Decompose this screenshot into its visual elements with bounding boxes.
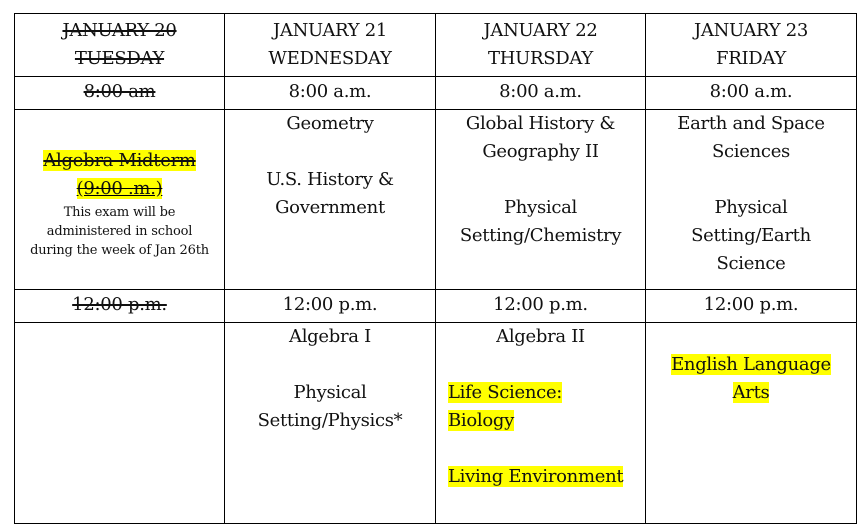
time-label: 12:00 p.m. <box>703 294 799 315</box>
time-wednesday-pm <box>225 290 436 323</box>
date-label: JANUARY 20 <box>62 20 177 41</box>
morning-time-row <box>15 77 857 110</box>
day-label: FRIDAY <box>716 48 786 69</box>
day-label: THURSDAY <box>488 48 593 69</box>
time-tuesday-pm <box>15 290 225 323</box>
exam-name: Physical <box>293 382 367 403</box>
time-label: 12:00 p.m. <box>72 294 167 315</box>
exam-name-highlighted: Arts <box>732 382 770 403</box>
time-label: 8:00 a.m. <box>499 81 582 102</box>
afternoon-exams-row <box>15 323 857 524</box>
exam-name: Geography II <box>482 141 599 162</box>
time-friday-pm <box>646 290 857 323</box>
exam-cell-friday-am <box>646 110 857 290</box>
exam-name: Algebra II <box>496 326 585 347</box>
exam-name: Science <box>716 253 786 274</box>
exam-name-highlighted: English Language <box>671 354 831 375</box>
exam-schedule-table <box>14 13 857 524</box>
exam-cell-wednesday-am <box>225 110 436 290</box>
header-friday <box>646 14 857 77</box>
time-label: 12:00 p.m. <box>282 294 378 315</box>
exam-name-highlighted: Life Science: <box>448 382 563 403</box>
exam-name-highlighted: Biology <box>448 410 515 431</box>
date-label: JANUARY 22 <box>483 20 598 41</box>
exam-cell-thursday-am <box>436 110 646 290</box>
exam-name: Geometry <box>286 113 374 134</box>
exam-name-highlighted: Living Environment <box>448 466 624 487</box>
exam-name: Government <box>275 197 385 218</box>
exam-time: (9:00 .m.) <box>76 178 163 199</box>
exam-cell-thursday-pm <box>436 323 646 524</box>
time-thursday-am <box>436 77 646 110</box>
exam-name: Setting/Physics* <box>257 410 403 431</box>
exam-title: Algebra Midterm <box>43 150 196 171</box>
exam-note-line: during the week of Jan 26th <box>30 243 209 258</box>
exam-cell-tuesday-pm <box>15 323 225 524</box>
exam-name: Physical <box>503 197 578 218</box>
exam-cell-tuesday-am <box>15 110 225 290</box>
header-tuesday <box>15 14 225 77</box>
time-tuesday-am <box>15 77 225 110</box>
time-label: 8:00 am <box>83 81 156 102</box>
exam-name: Setting/Earth <box>691 225 811 246</box>
exam-cell-friday-pm <box>646 323 857 524</box>
day-label: WEDNESDAY <box>268 48 392 69</box>
afternoon-time-row <box>15 290 857 323</box>
time-label: 8:00 a.m. <box>709 81 793 102</box>
exam-name: Setting/Chemistry <box>459 225 622 246</box>
header-thursday <box>436 14 646 77</box>
exam-cell-wednesday-pm <box>225 323 436 524</box>
exam-name: Earth and Space <box>677 113 825 134</box>
time-label: 8:00 a.m. <box>288 81 372 102</box>
header-wednesday <box>225 14 436 77</box>
exam-name: Algebra I <box>289 326 371 347</box>
date-label: JANUARY 23 <box>693 20 809 41</box>
header-row <box>15 14 857 77</box>
day-label: TUESDAY <box>74 48 165 69</box>
time-friday-am <box>646 77 857 110</box>
exam-name: Global History & <box>465 113 616 134</box>
time-thursday-pm <box>436 290 646 323</box>
exam-note-line: This exam will be <box>63 205 176 220</box>
exam-name: U.S. History & <box>266 169 394 190</box>
time-label: 12:00 p.m. <box>493 294 588 315</box>
time-wednesday-am <box>225 77 436 110</box>
exam-note-line: administered in school <box>46 224 193 239</box>
morning-exams-row <box>15 110 857 290</box>
exam-name: Sciences <box>712 141 790 162</box>
exam-name: Physical <box>714 197 788 218</box>
date-label: JANUARY 21 <box>272 20 388 41</box>
